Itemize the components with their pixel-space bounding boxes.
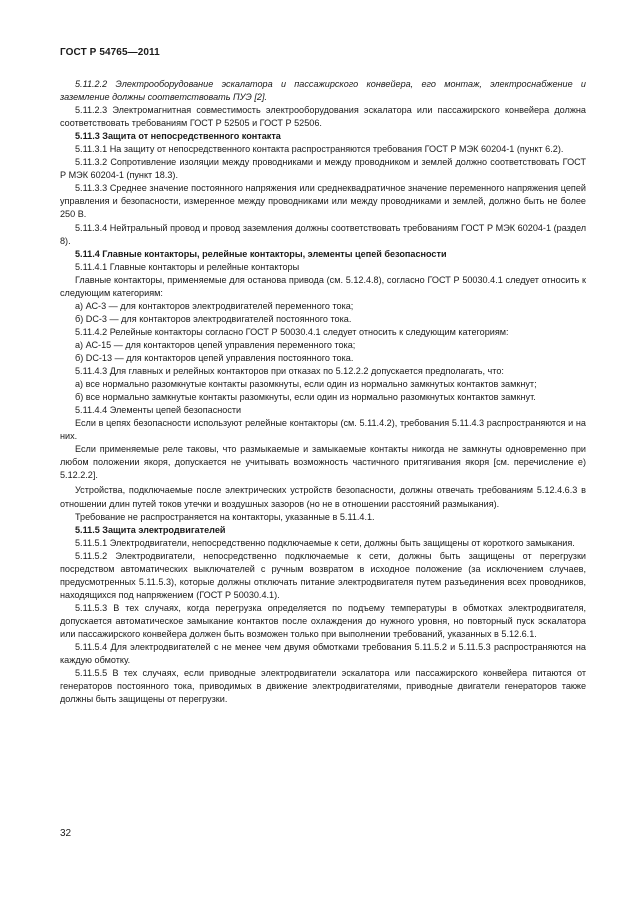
- paragraph: а) АС-3 — для контакторов электродвигателей переменного тока;: [75, 300, 354, 311]
- page-number: 32: [60, 828, 72, 839]
- paragraph: Если в цепях безопасности используют релейные контакторы (см. 5.11.4.2), требования 5.11.4.3 распространяются и на них.: [60, 418, 586, 442]
- document-header: ГОСТ Р 54765—2011: [60, 47, 160, 58]
- paragraph: Главные контакторы, применяемые для останова привода (см. 5.12.4.8), согласно ГОСТ Р 50030.4.1 следует относить к следующим категориям:: [60, 274, 586, 298]
- paragraph: Устройства, подключаемые после электрических устройств безопасности, должны отвечать требованиям 5.12.4.6.3 в отношении длин путей токов утечки и воздушных зазоров (но не в отношении расстояний размыкания).: [60, 485, 586, 509]
- paragraph: Требование не распространяется на контакторы, указанные в 5.11.4.1.: [75, 511, 375, 522]
- paragraph: 5.11.3.2 Сопротивление изоляции между проводниками и между проводником и землей должно соответствовать ГОСТ Р МЭК 60204-1 (пункт 18.3).: [60, 157, 586, 181]
- paragraph: б) все нормально замкнутые контакты разомкнуты, если один из нормально разомкнутых контактов замкнут.: [75, 392, 536, 403]
- paragraph: 5.11.3.4 Нейтральный провод и провод заземления должны соответствовать требованиям ГОСТ Р МЭК 60204-1 (раздел 8).: [60, 222, 586, 246]
- section-heading: 5.11.3 Защита от непосредственного контакта: [75, 131, 281, 142]
- paragraph: Если применяемые реле таковы, что размыкаемые и замыкаемые контакты никогда не замкнуты одновременно при любом положении якоря, допускается не учитывать возможность частичного притягивания якоря [см. перечисление е) 5.12.2.2].: [60, 444, 586, 481]
- paragraph: 5.11.5.1 Электродвигатели, непосредственно подключаемые к сети, должны быть защищены от короткого замыкания.: [75, 537, 575, 548]
- paragraph: б) DC-13 — для контакторов цепей управления постоянного тока.: [75, 352, 354, 363]
- paragraph: 5.11.4.4 Элементы цепей безопасности: [75, 405, 242, 416]
- paragraph: а) АС-15 — для контакторов цепей управления переменного тока;: [75, 339, 356, 350]
- document-body: [60, 78, 586, 706]
- paragraph: 5.11.3.3 Среднее значение постоянного напряжения или среднеквадратичное значение переменного напряжения цепей управления и безопасности, измеренное между проводниками или между проводниками и землей, должно быть не более 250 В.: [60, 183, 586, 220]
- paragraph: 5.11.5.4 Для электродвигателей с не менее чем двумя обмотками требования 5.11.5.2 и 5.11.5.3 распространяются на каждую обмотку.: [60, 642, 586, 666]
- paragraph: 5.11.5.5 В тех случаях, если приводные электродвигатели эскалатора или пассажирского конвейера питаются от генераторов постоянного тока, приводимых в движение электродвигателями, приводные двигатели генераторов также должны быть защищены от перегрузки.: [60, 668, 586, 705]
- section-heading: 5.11.4 Главные контакторы, релейные контакторы, элементы цепей безопасности: [75, 248, 447, 259]
- paragraph: 5.11.5.2 Электродвигатели, непосредственно подключаемые к сети, должны быть защищены от перегрузки посредством автоматических выключателей с ручным возвратом в исходное положение (за исключением случаев, предусмотренных 5.11.5.3), которые должны отключать питание электродвигателя путем разъединения всех проводников, находящихся под напряжением (ГОСТ Р 50030.4.1).: [60, 550, 586, 600]
- paragraph: а) все нормально разомкнутые контакты разомкнуты, если один из нормально замкнутых контактов замкнут;: [75, 379, 537, 390]
- paragraph: 5.11.5.3 В тех случаях, когда перегрузка определяется по подъему температуры в обмотках электродвигателя, допускается автоматическое замыкание контактов после охлаждения до нужного уровня, но повторный пуск эскалатора или пассажирского конвейера должен быть возможен только при выполнении требований, указанных в 5.12.6.1.: [60, 602, 586, 639]
- paragraph: 5.11.4.2 Релейные контакторы согласно ГОСТ Р 50030.4.1 следует относить к следующим категориям:: [75, 326, 509, 337]
- paragraph: 5.11.4.1 Главные контакторы и релейные контакторы: [75, 261, 300, 272]
- paragraph: б) DC-3 — для контакторов электродвигателей постоянного тока.: [75, 313, 352, 324]
- section-heading: 5.11.5 Защита электродвигателей: [75, 524, 226, 535]
- paragraph: 5.11.2.2 Электрооборудование эскалатора и пассажирского конвейера, его монтаж, электроснабжение и заземление должны соответствовать ПУЭ [2].: [60, 79, 586, 103]
- paragraph: 5.11.2.3 Электромагнитная совместимость электрооборудования эскалатора или пассажирского конвейера должна соответствовать требованиям ГОСТ Р 52505 и ГОСТ Р 52506.: [60, 105, 586, 129]
- paragraph: 5.11.4.3 Для главных и релейных контакторов при отказах по 5.12.2.2 допускается предполагать, что:: [75, 366, 504, 377]
- paragraph: 5.11.3.1 На защиту от непосредственного контакта распространяются требования ГОСТ Р МЭК 60204-1 (пункт 6.2).: [75, 144, 564, 155]
